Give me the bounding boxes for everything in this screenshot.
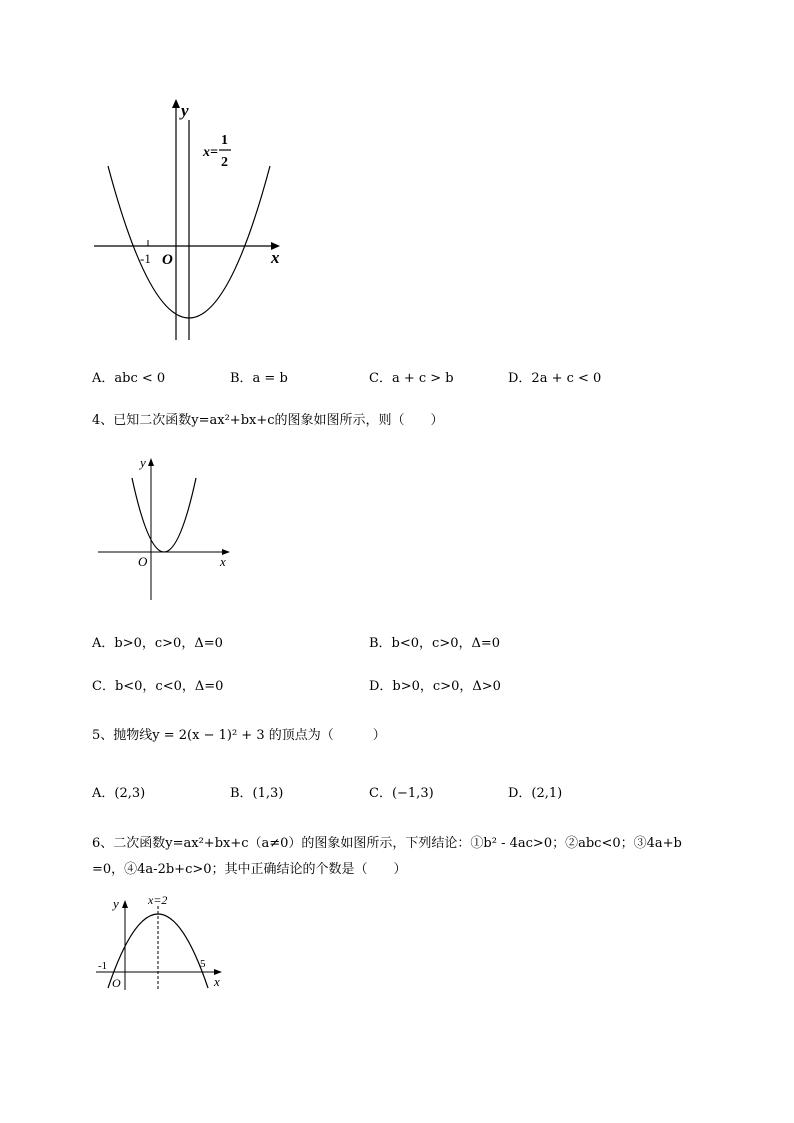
minus-one-label: -1	[140, 251, 151, 266]
parabola-curve	[132, 478, 196, 552]
q5-stem: 5、抛物线y = 2(x − 1)² + 3 的顶点为（ ）	[92, 728, 386, 743]
q4-stem: 4、已知二次函数y=ax²+bx+c的图象如图所示，则（ ）	[92, 413, 444, 428]
fraction-numerator: 1	[221, 133, 228, 148]
q4-option-a: A．b>0，c>0，Δ=0	[92, 636, 223, 651]
y-axis-arrow	[172, 99, 180, 108]
q3-option-a: A．abc < 0	[92, 371, 166, 386]
symmetry-axis-label: x=2	[148, 893, 168, 907]
axis-equation-label: x=	[203, 145, 218, 160]
y-axis-arrow	[122, 900, 128, 908]
q4-parabola-figure	[92, 450, 242, 605]
q6-stem-line1: 6、二次函数y=ax²+bx+c（a≠0）的图象如图所示，下列结论：①b² - 4ac>0；②abc<0；③4a+b	[92, 836, 682, 851]
q6-stem-line2: =0，④4a-2b+c>0；其中正确结论的个数是（ ）	[92, 862, 407, 877]
q3-parabola-figure	[80, 90, 300, 350]
x-axis-label: x	[220, 554, 226, 569]
y-axis-label: y	[181, 101, 189, 120]
q4-option-b: B．b<0，c>0，Δ=0	[369, 636, 501, 651]
fraction-denominator: 2	[221, 155, 228, 170]
q3-option-d: D．2a + c < 0	[508, 371, 602, 386]
origin-label: O	[138, 554, 148, 569]
q5-option-c: C．(−1,3)	[369, 786, 434, 801]
q3-option-c: C．a + c > b	[369, 371, 454, 386]
y-axis-label: y	[113, 896, 119, 911]
five-label: 5	[200, 958, 206, 970]
x-axis-label: x	[214, 974, 220, 989]
q5-option-d: D．(2,1)	[508, 786, 563, 801]
q4-option-d: D．b>0，c>0，Δ>0	[369, 679, 501, 694]
q3-option-b: B．a = b	[230, 371, 288, 386]
y-axis-arrow	[148, 458, 154, 466]
x-axis-label: x	[271, 248, 280, 267]
q5-option-a: A．(2,3)	[92, 786, 146, 801]
q6-parabola-figure	[92, 890, 242, 995]
q5-option-b: B．(1,3)	[230, 786, 284, 801]
origin-label: O	[162, 252, 173, 268]
q4-option-c: C．b<0，c<0，Δ=0	[92, 679, 224, 694]
y-axis-label: y	[140, 455, 146, 470]
origin-label: O	[112, 976, 121, 990]
minus-one-label: -1	[98, 960, 108, 972]
